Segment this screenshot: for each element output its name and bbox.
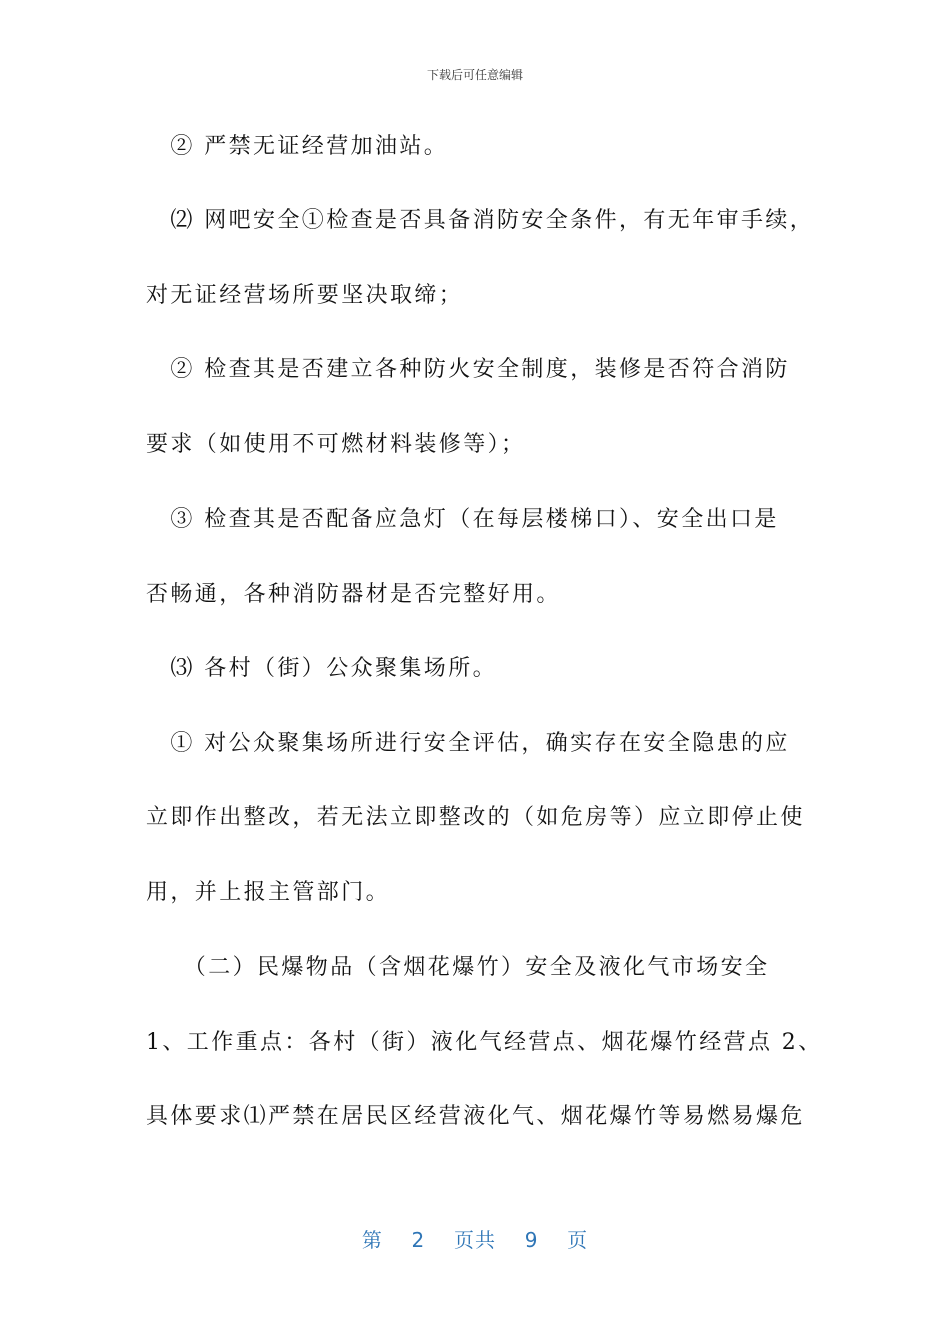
body-line-4: ② 检查其是否建立各种防火安全制度，装修是否符合消防 <box>146 357 790 382</box>
body-line-14: 具体要求⑴严禁在居民区经营液化气、烟花爆竹等易燃易爆危 <box>146 1104 805 1129</box>
page-total: 9 <box>524 1228 539 1252</box>
page-footer <box>0 1224 950 1253</box>
page-label-prefix: 第 <box>361 1228 383 1252</box>
body-line-13: 1、工作重点：各村（街）液化气经营点、烟花爆竹经营点 2、 <box>146 1030 823 1055</box>
body-line-11: 用，并上报主管部门。 <box>146 880 391 905</box>
body-line-3: 对无证经营场所要坚决取缔； <box>146 283 464 308</box>
body-line-5: 要求（如使用不可燃材料装修等）； <box>146 432 526 457</box>
body-line-10: 立即作出整改，若无法立即整改的（如危房等）应立即停止使 <box>146 805 805 830</box>
body-line-1: ② 严禁无证经营加油站。 <box>146 134 449 159</box>
page-header: 下载后可任意编辑 <box>426 68 523 82</box>
body-line-9: ① 对公众聚集场所进行安全评估，确实存在安全隐患的应 <box>146 731 790 756</box>
body-line-7: 否畅通，各种消防器材是否完整好用。 <box>146 582 561 607</box>
page-label-suffix: 页 <box>567 1228 589 1252</box>
body-line-8: ⑶ 各村（街）公众聚集场所。 <box>146 656 497 681</box>
body-line-2: ⑵ 网吧安全①检查是否具备消防安全条件，有无年审手续， <box>146 208 815 233</box>
body-line-12: （二）民爆物品（含烟花爆竹）安全及液化气市场安全 <box>146 955 770 980</box>
page-number: 2 <box>411 1228 426 1252</box>
body-line-6: ③ 检查其是否配备应急灯（在每层楼梯口）、安全出口是 <box>146 507 779 532</box>
page-label-middle: 页共 <box>454 1228 496 1252</box>
